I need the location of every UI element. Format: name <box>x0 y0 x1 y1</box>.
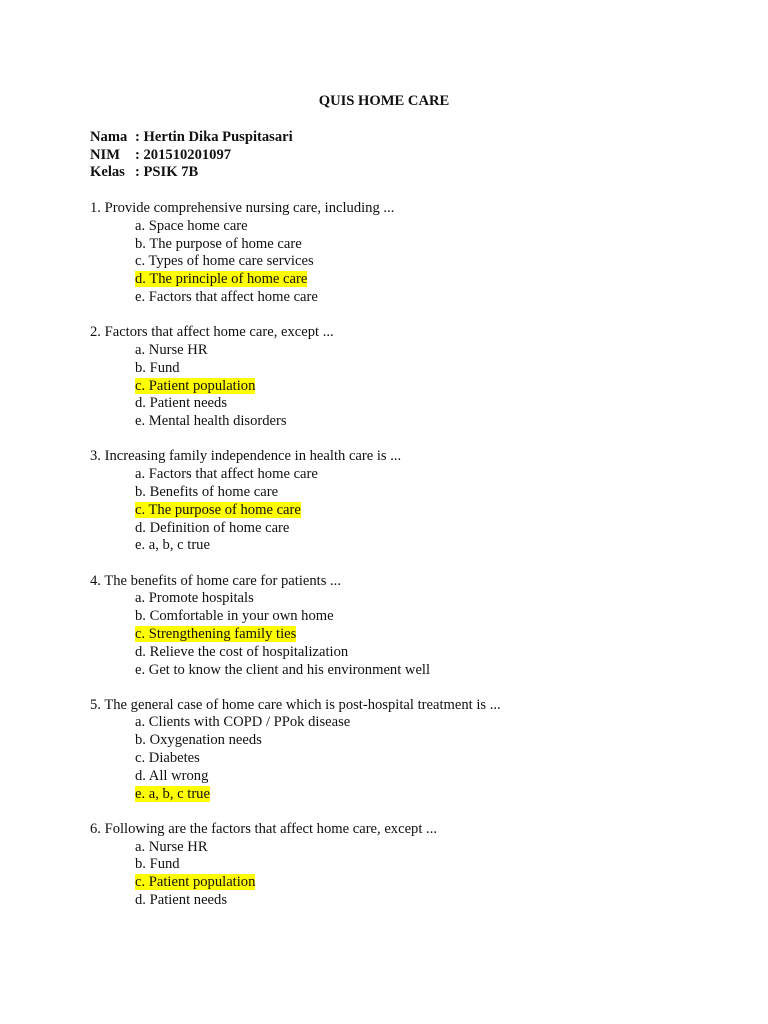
option-a: a. Space home care <box>135 217 248 234</box>
question-2 <box>90 324 730 431</box>
option-e: e. Get to know the client and his environment well <box>135 661 431 678</box>
option-c: c. Types of home care services <box>135 253 314 270</box>
option-a: a. Promote hospitals <box>135 590 254 607</box>
option-a: a. Factors that affect home care <box>135 466 318 483</box>
option-a: a. Nurse HR <box>135 838 208 855</box>
option-a: a. Clients with COPD / PPok disease <box>135 714 351 731</box>
question-4 <box>90 573 730 680</box>
option-c: c. The purpose of home care <box>135 501 301 518</box>
student-name-label: Nama <box>90 129 128 145</box>
student-nim-label: NIM <box>90 146 120 163</box>
option-b: b. Oxygenation needs <box>135 732 262 749</box>
question-5 <box>90 697 730 804</box>
option-e: e. Factors that affect home care <box>135 288 318 305</box>
question-text: 1. Provide comprehensive nursing care, including ... <box>90 200 395 216</box>
option-list <box>135 218 730 307</box>
document-title: QUIS HOME CARE <box>318 93 450 109</box>
option-b: b. Comfortable in your own home <box>135 608 334 625</box>
student-info <box>90 129 293 182</box>
option-c: c. Patient population <box>135 874 256 891</box>
option-list <box>135 839 730 910</box>
student-class-label: Kelas <box>90 164 125 181</box>
option-d: d. Patient needs <box>135 892 228 909</box>
option-b: b. Fund <box>135 359 180 376</box>
question-list <box>90 200 730 927</box>
question-text: 6. Following are the factors that affect home care, except ... <box>90 820 438 837</box>
option-d: d. Relieve the cost of hospitalization <box>135 643 349 660</box>
option-e: e. a, b, c true <box>135 785 210 802</box>
option-a: a. Nurse HR <box>135 341 208 358</box>
option-c: c. Strengthening family ties <box>135 625 297 642</box>
option-list <box>135 714 730 803</box>
question-1 <box>90 200 730 307</box>
option-e: e. a, b, c true <box>135 537 210 554</box>
option-b: b. Benefits of home care <box>135 483 279 500</box>
student-name-row <box>90 129 293 147</box>
option-d: d. The principle of home care <box>135 271 308 288</box>
option-c: c. Patient population <box>135 377 256 394</box>
option-d: d. Definition of home care <box>135 519 290 536</box>
question-text: 5. The general case of home care which is post-hospital treatment is ... <box>90 696 501 713</box>
option-list <box>135 466 730 555</box>
question-text: 4. The benefits of home care for patients ... <box>90 572 341 589</box>
student-nim-row <box>90 147 293 165</box>
question-6 <box>90 821 730 910</box>
student-name-value: : Hertin Dika Puspitasari <box>135 129 293 145</box>
option-list <box>135 342 730 431</box>
option-d: d. Patient needs <box>135 395 228 412</box>
student-class-value: : PSIK 7B <box>135 164 199 181</box>
option-b: b. The purpose of home care <box>135 235 302 252</box>
option-d: d. All wrong <box>135 767 209 784</box>
option-list <box>135 590 730 679</box>
option-b: b. Fund <box>135 856 180 873</box>
student-class-row <box>90 164 293 182</box>
question-text: 3. Increasing family independence in health care is ... <box>90 448 402 465</box>
student-nim-value: : 201510201097 <box>135 146 232 163</box>
option-e: e. Mental health disorders <box>135 413 287 430</box>
question-3 <box>90 448 730 555</box>
option-c: c. Diabetes <box>135 750 200 767</box>
question-text: 2. Factors that affect home care, except ... <box>90 324 334 341</box>
